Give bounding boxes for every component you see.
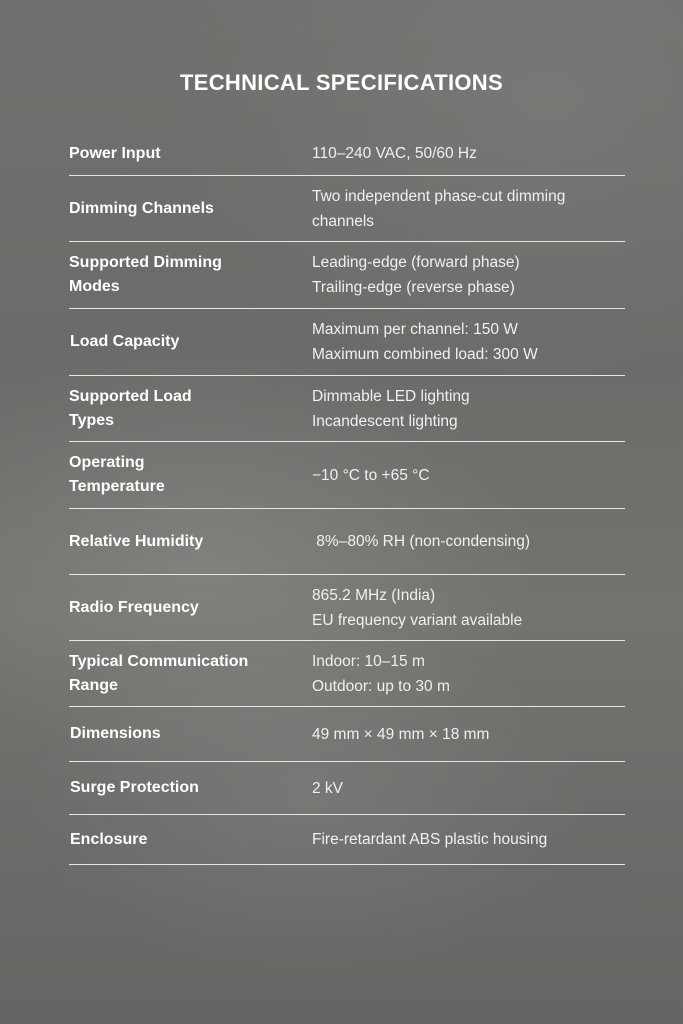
spec-row-enclosure [69, 815, 625, 865]
spec-label: Enclosure [70, 830, 148, 848]
spec-value-line: 49 mm × 49 mm × 18 mm [312, 725, 490, 743]
spec-label: Radio Frequency [69, 598, 199, 616]
spec-value-line: −10 °C to +65 °C [312, 466, 430, 484]
spec-row-power-input [69, 132, 625, 176]
spec-value-line: Trailing-edge (reverse phase) [312, 279, 515, 296]
spec-value [312, 827, 625, 852]
spec-value-line: Maximum combined load: 300 W [312, 346, 538, 363]
spec-value-line: Fire-retardant ABS plastic housing [312, 831, 548, 848]
spec-value-line: Incandescent lighting [312, 412, 458, 430]
spec-value-line: EU frequency variant available [312, 611, 523, 629]
spec-value-line: Leading-edge (forward phase) [312, 254, 520, 271]
spec-value [312, 776, 625, 801]
spec-value [312, 317, 625, 367]
spec-label: Power Input [69, 144, 161, 162]
spec-row-supported-dimming-modes [69, 242, 625, 309]
spec-label: Operating Temperature [69, 454, 165, 495]
spec-value [312, 722, 625, 747]
page-title: TECHNICAL SPECIFICATIONS [180, 70, 503, 95]
spec-row-dimensions [69, 707, 625, 762]
spec-row-load-capacity [69, 309, 625, 376]
spec-label: Supported Load Types [69, 387, 192, 429]
spec-label: Dimensions [70, 725, 161, 742]
spec-value-line: 8%–80% RH (non-condensing) [312, 533, 530, 550]
spec-row-supported-load-types [69, 376, 625, 442]
spec-label: Dimming Channels [69, 199, 214, 217]
spec-value-line: 2 kV [312, 779, 344, 797]
spec-value-line: Indoor: 10–15 m [312, 652, 425, 670]
spec-table [69, 132, 625, 865]
spec-value [312, 141, 625, 166]
spec-row-relative-humidity [69, 509, 625, 575]
spec-value [312, 384, 625, 434]
spec-value-line: 110–240 VAC, 50/60 Hz [312, 145, 477, 162]
spec-value-line: 865.2 MHz (India) [312, 586, 436, 604]
spec-row-radio-frequency [69, 575, 625, 641]
spec-value [312, 250, 625, 300]
spec-label: Surge Protection [70, 779, 199, 796]
spec-value [312, 184, 625, 234]
spec-label: Typical Communication Range [69, 652, 249, 694]
spec-value-line: Dimmable LED lighting [312, 387, 470, 405]
spec-value-line: Two independent phase-cut dimming [312, 187, 566, 205]
spec-value-line: Outdoor: up to 30 m [312, 677, 450, 695]
spec-row-communication-range [69, 641, 625, 707]
spec-label: Load Capacity [70, 333, 180, 350]
spec-value-line: channels [312, 212, 375, 230]
spec-row-surge-protection [69, 762, 625, 815]
spec-label: Supported Dimming Modes [69, 254, 222, 295]
spec-value [312, 583, 625, 633]
spec-value [312, 649, 625, 699]
spec-row-dimming-channels [69, 176, 625, 242]
spec-label: Relative Humidity [69, 532, 204, 550]
spec-value-line: Maximum per channel: 150 W [312, 321, 518, 338]
